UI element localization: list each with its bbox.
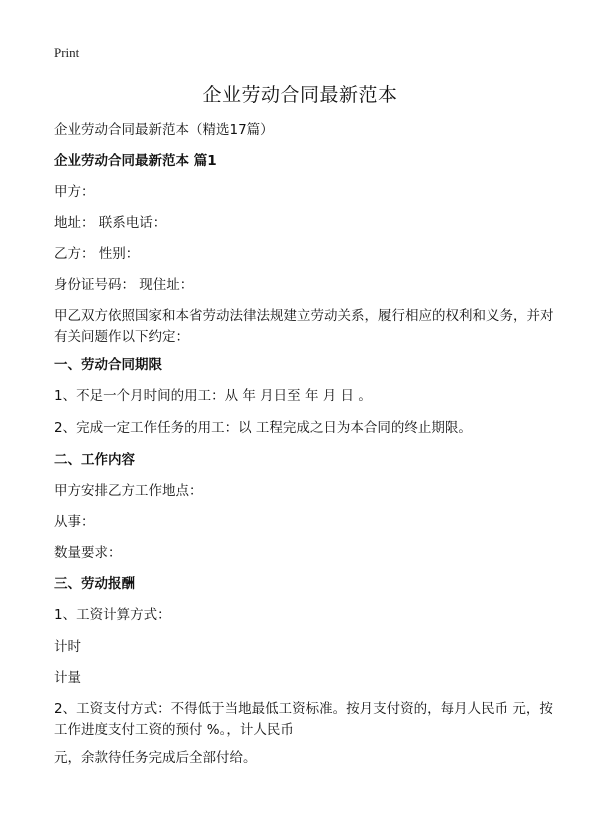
id-line: 身份证号码： 现住址： (54, 277, 194, 293)
party-b-line: 乙方： 性别： (54, 246, 140, 262)
section-title: 企业劳动合同最新范本 篇1 (54, 153, 217, 169)
document-title: 企业劳动合同最新范本 (202, 84, 398, 106)
piece-based-line: 计量 (54, 670, 81, 686)
work-location-line: 甲方安排乙方工作地点： (54, 483, 203, 499)
heading-remuneration: 三、劳动报酬 (54, 576, 135, 592)
heading-work-content: 二、工作内容 (54, 452, 135, 468)
work-engaged-line: 从事： (54, 514, 95, 530)
quantity-requirement-line: 数量要求： (54, 545, 122, 561)
address-line: 地址： 联系电话： (54, 215, 167, 231)
wage-calc-line: 1、工资计算方式： (54, 607, 171, 623)
party-a-line: 甲方： (54, 184, 95, 200)
print-label: Print (54, 45, 80, 60)
time-based-line: 计时 (54, 639, 81, 655)
term-item-1: 1、不足一个月时间的用工：从 年 月日至 年 月 日 。 (54, 388, 372, 404)
heading-contract-term: 一、劳动合同期限 (54, 357, 162, 373)
intro-paragraph: 甲乙双方依照国家和本省劳动法律法规建立劳动关系，履行相应的权利和义务，并对有关问题作以下约定： (54, 308, 554, 345)
wage-payment-paragraph: 2、工资支付方式：不得低于当地最低工资标准。按月支付资的，每月人民币 元，按工作进度支付工资的预付 %。，计人民币 (54, 701, 553, 738)
term-item-2: 2、完成一定工作任务的用工：以 工程完成之日为本合同的终止期限。 (54, 420, 472, 436)
balance-payment-line: 元，余款待任务完成后全部付给。 (54, 750, 257, 766)
document-subtitle: 企业劳动合同最新范本（精选17篇） (54, 122, 274, 138)
